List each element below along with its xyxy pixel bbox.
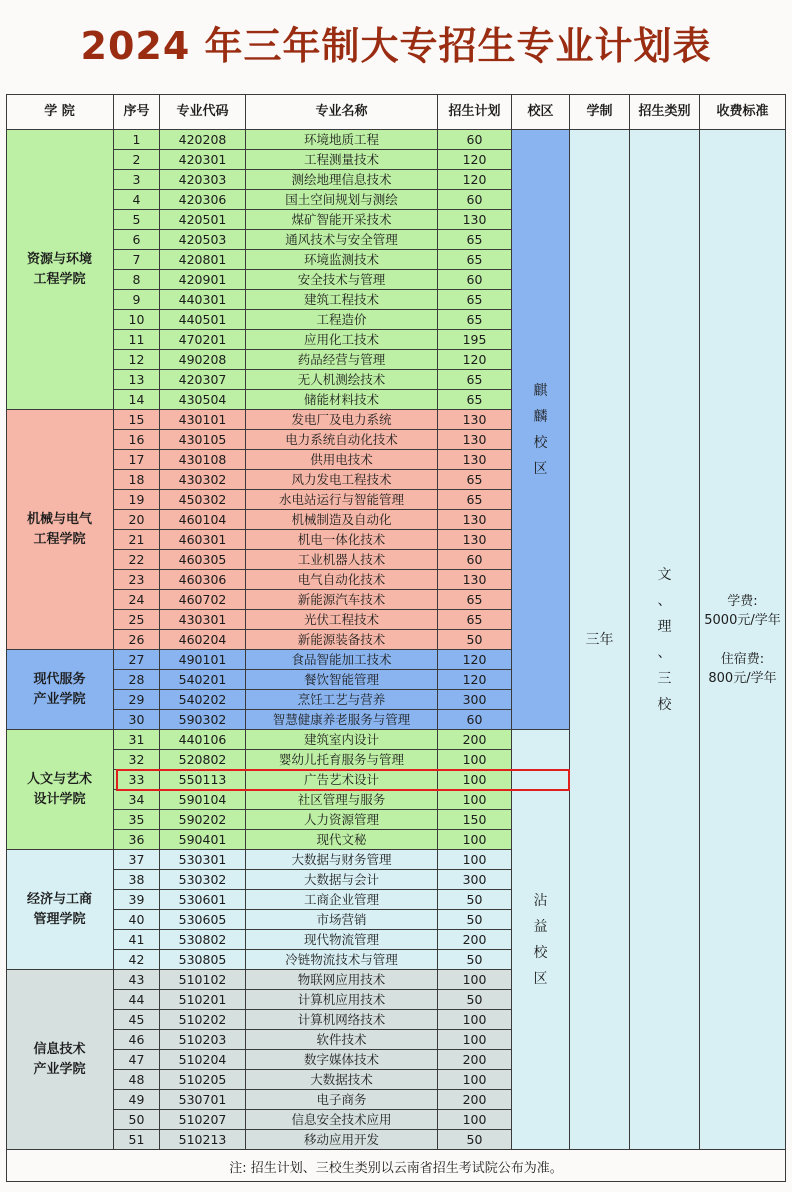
row-major: 药品经营与管理 <box>246 350 438 370</box>
row-index: 35 <box>114 810 160 830</box>
row-plan: 130 <box>438 570 512 590</box>
row-major: 机械制造及自动化 <box>246 510 438 530</box>
row-code: 530802 <box>160 930 246 950</box>
row-major: 人力资源管理 <box>246 810 438 830</box>
row-code: 430108 <box>160 450 246 470</box>
campus-name: 沾 益 校 区 <box>512 730 570 1150</box>
row-index: 33 <box>114 770 160 790</box>
row-code: 510201 <box>160 990 246 1010</box>
row-index: 29 <box>114 690 160 710</box>
row-plan: 120 <box>438 350 512 370</box>
row-code: 530301 <box>160 850 246 870</box>
row-plan: 50 <box>438 990 512 1010</box>
row-major: 食品智能加工技术 <box>246 650 438 670</box>
row-index: 38 <box>114 870 160 890</box>
row-major: 风力发电工程技术 <box>246 470 438 490</box>
header-fee: 收费标准 <box>700 94 786 130</box>
row-code: 510102 <box>160 970 246 990</box>
row-major: 环境地质工程 <box>246 130 438 150</box>
row-code: 520802 <box>160 750 246 770</box>
fee-tuition-value: 5000元/学年 <box>704 612 781 628</box>
row-code: 420301 <box>160 150 246 170</box>
row-code: 420306 <box>160 190 246 210</box>
row-plan: 60 <box>438 550 512 570</box>
row-major: 电力系统自动化技术 <box>246 430 438 450</box>
college-name: 人文与艺术 设计学院 <box>6 730 114 850</box>
header-plan: 招生计划 <box>438 94 512 130</box>
row-code: 460204 <box>160 630 246 650</box>
header-category: 招生类别 <box>630 94 700 130</box>
row-plan: 200 <box>438 730 512 750</box>
row-major: 安全技术与管理 <box>246 270 438 290</box>
row-code: 420801 <box>160 250 246 270</box>
row-major: 数字媒体技术 <box>246 1050 438 1070</box>
row-major: 新能源装备技术 <box>246 630 438 650</box>
row-major: 计算机应用技术 <box>246 990 438 1010</box>
row-code: 490208 <box>160 350 246 370</box>
row-index: 36 <box>114 830 160 850</box>
row-code: 510202 <box>160 1010 246 1030</box>
row-plan: 65 <box>438 590 512 610</box>
row-index: 21 <box>114 530 160 550</box>
row-index: 51 <box>114 1130 160 1150</box>
row-major: 大数据与会计 <box>246 870 438 890</box>
row-major: 机电一体化技术 <box>246 530 438 550</box>
row-index: 2 <box>114 150 160 170</box>
row-plan: 65 <box>438 290 512 310</box>
row-major: 现代物流管理 <box>246 930 438 950</box>
row-index: 32 <box>114 750 160 770</box>
row-major: 应用化工技术 <box>246 330 438 350</box>
row-code: 420503 <box>160 230 246 250</box>
row-index: 30 <box>114 710 160 730</box>
row-major: 环境监测技术 <box>246 250 438 270</box>
row-major: 烹饪工艺与营养 <box>246 690 438 710</box>
row-plan: 65 <box>438 390 512 410</box>
row-code: 440501 <box>160 310 246 330</box>
row-major: 现代文秘 <box>246 830 438 850</box>
row-major: 发电厂及电力系统 <box>246 410 438 430</box>
row-code: 450302 <box>160 490 246 510</box>
row-plan: 130 <box>438 410 512 430</box>
row-index: 42 <box>114 950 160 970</box>
row-code: 440106 <box>160 730 246 750</box>
row-index: 1 <box>114 130 160 150</box>
row-code: 530605 <box>160 910 246 930</box>
fee-tuition-label: 学费: <box>727 593 758 609</box>
row-major: 大数据技术 <box>246 1070 438 1090</box>
row-code: 490101 <box>160 650 246 670</box>
row-plan: 100 <box>438 1070 512 1090</box>
row-index: 34 <box>114 790 160 810</box>
row-code: 420901 <box>160 270 246 290</box>
row-plan: 50 <box>438 630 512 650</box>
row-major: 水电站运行与智能管理 <box>246 490 438 510</box>
duration-cell: 三年 <box>570 130 630 1150</box>
row-major: 婴幼儿托育服务与管理 <box>246 750 438 770</box>
row-code: 550113 <box>160 770 246 790</box>
row-plan: 130 <box>438 210 512 230</box>
row-index: 22 <box>114 550 160 570</box>
row-index: 13 <box>114 370 160 390</box>
row-major: 测绘地理信息技术 <box>246 170 438 190</box>
row-major: 工业机器人技术 <box>246 550 438 570</box>
row-plan: 100 <box>438 790 512 810</box>
row-major: 电气自动化技术 <box>246 570 438 590</box>
row-major: 煤矿智能开采技术 <box>246 210 438 230</box>
row-code: 460702 <box>160 590 246 610</box>
row-index: 15 <box>114 410 160 430</box>
row-plan: 50 <box>438 890 512 910</box>
row-code: 460301 <box>160 530 246 550</box>
row-major: 冷链物流技术与管理 <box>246 950 438 970</box>
row-index: 26 <box>114 630 160 650</box>
row-plan: 60 <box>438 190 512 210</box>
row-plan: 195 <box>438 330 512 350</box>
row-code: 430101 <box>160 410 246 430</box>
row-plan: 120 <box>438 650 512 670</box>
row-plan: 65 <box>438 310 512 330</box>
row-code: 430302 <box>160 470 246 490</box>
row-code: 510204 <box>160 1050 246 1070</box>
row-plan: 130 <box>438 450 512 470</box>
row-major: 建筑工程技术 <box>246 290 438 310</box>
row-plan: 60 <box>438 130 512 150</box>
row-index: 19 <box>114 490 160 510</box>
row-major: 智慧健康养老服务与管理 <box>246 710 438 730</box>
row-plan: 300 <box>438 690 512 710</box>
row-major: 广告艺术设计 <box>246 770 438 790</box>
row-plan: 200 <box>438 930 512 950</box>
row-code: 440301 <box>160 290 246 310</box>
row-code: 510207 <box>160 1110 246 1130</box>
row-major: 国土空间规划与测绘 <box>246 190 438 210</box>
row-plan: 100 <box>438 1110 512 1130</box>
row-plan: 50 <box>438 1130 512 1150</box>
row-major: 社区管理与服务 <box>246 790 438 810</box>
row-code: 420307 <box>160 370 246 390</box>
row-index: 6 <box>114 230 160 250</box>
row-plan: 60 <box>438 710 512 730</box>
row-major: 工程造价 <box>246 310 438 330</box>
row-index: 25 <box>114 610 160 630</box>
row-code: 420208 <box>160 130 246 150</box>
row-plan: 100 <box>438 1010 512 1030</box>
row-major: 餐饮智能管理 <box>246 670 438 690</box>
row-code: 510203 <box>160 1030 246 1050</box>
row-code: 430504 <box>160 390 246 410</box>
row-plan: 150 <box>438 810 512 830</box>
row-index: 27 <box>114 650 160 670</box>
row-index: 8 <box>114 270 160 290</box>
row-index: 45 <box>114 1010 160 1030</box>
row-code: 530805 <box>160 950 246 970</box>
row-index: 17 <box>114 450 160 470</box>
row-major: 储能材料技术 <box>246 390 438 410</box>
header-college: 学 院 <box>6 94 114 130</box>
row-index: 16 <box>114 430 160 450</box>
row-major: 供用电技术 <box>246 450 438 470</box>
row-index: 20 <box>114 510 160 530</box>
row-major: 光伏工程技术 <box>246 610 438 630</box>
row-index: 7 <box>114 250 160 270</box>
row-major: 新能源汽车技术 <box>246 590 438 610</box>
row-major: 电子商务 <box>246 1090 438 1110</box>
row-index: 31 <box>114 730 160 750</box>
header-duration: 学制 <box>570 94 630 130</box>
row-plan: 65 <box>438 610 512 630</box>
row-index: 39 <box>114 890 160 910</box>
college-name: 经济与工商 管理学院 <box>6 850 114 970</box>
row-plan: 200 <box>438 1090 512 1110</box>
fee-cell <box>700 130 786 1150</box>
row-major: 软件技术 <box>246 1030 438 1050</box>
row-code: 460104 <box>160 510 246 530</box>
row-plan: 130 <box>438 530 512 550</box>
row-major: 建筑室内设计 <box>246 730 438 750</box>
row-plan: 120 <box>438 150 512 170</box>
row-index: 44 <box>114 990 160 1010</box>
row-plan: 120 <box>438 670 512 690</box>
row-code: 460306 <box>160 570 246 590</box>
fee-lodging-value: 800元/学年 <box>708 670 777 686</box>
row-index: 12 <box>114 350 160 370</box>
row-major: 大数据与财务管理 <box>246 850 438 870</box>
row-index: 37 <box>114 850 160 870</box>
row-code: 430301 <box>160 610 246 630</box>
row-plan: 65 <box>438 250 512 270</box>
row-plan: 65 <box>438 370 512 390</box>
row-index: 46 <box>114 1030 160 1050</box>
row-index: 50 <box>114 1110 160 1130</box>
row-index: 49 <box>114 1090 160 1110</box>
enrollment-plan-table <box>6 94 786 1182</box>
row-code: 530701 <box>160 1090 246 1110</box>
category-cell: 文 、 理 、 三 校 <box>630 130 700 1150</box>
row-index: 48 <box>114 1070 160 1090</box>
row-major: 物联网应用技术 <box>246 970 438 990</box>
header-index: 序号 <box>114 94 160 130</box>
row-plan: 200 <box>438 1050 512 1070</box>
row-plan: 50 <box>438 910 512 930</box>
row-code: 420501 <box>160 210 246 230</box>
row-major: 移动应用开发 <box>246 1130 438 1150</box>
row-plan: 120 <box>438 170 512 190</box>
row-index: 47 <box>114 1050 160 1070</box>
college-name: 资源与环境 工程学院 <box>6 130 114 410</box>
row-code: 430105 <box>160 430 246 450</box>
header-campus: 校区 <box>512 94 570 130</box>
row-plan: 100 <box>438 850 512 870</box>
row-code: 590202 <box>160 810 246 830</box>
row-code: 530601 <box>160 890 246 910</box>
row-plan: 60 <box>438 270 512 290</box>
row-code: 590401 <box>160 830 246 850</box>
row-plan: 100 <box>438 830 512 850</box>
college-name: 机械与电气 工程学院 <box>6 410 114 650</box>
row-index: 28 <box>114 670 160 690</box>
row-code: 460305 <box>160 550 246 570</box>
header-code: 专业代码 <box>160 94 246 130</box>
row-major: 市场营销 <box>246 910 438 930</box>
row-code: 530302 <box>160 870 246 890</box>
campus-name: 麒 麟 校 区 <box>512 130 570 730</box>
row-code: 590104 <box>160 790 246 810</box>
header-major: 专业名称 <box>246 94 438 130</box>
row-index: 5 <box>114 210 160 230</box>
row-index: 3 <box>114 170 160 190</box>
row-code: 540202 <box>160 690 246 710</box>
row-index: 11 <box>114 330 160 350</box>
row-code: 420303 <box>160 170 246 190</box>
row-index: 23 <box>114 570 160 590</box>
row-index: 24 <box>114 590 160 610</box>
row-code: 470201 <box>160 330 246 350</box>
row-plan: 300 <box>438 870 512 890</box>
row-index: 40 <box>114 910 160 930</box>
row-plan: 100 <box>438 750 512 770</box>
row-code: 540201 <box>160 670 246 690</box>
row-code: 590302 <box>160 710 246 730</box>
row-plan: 65 <box>438 490 512 510</box>
row-index: 10 <box>114 310 160 330</box>
row-major: 计算机网络技术 <box>246 1010 438 1030</box>
fee-lodging-label: 住宿费: <box>720 651 765 667</box>
row-plan: 130 <box>438 510 512 530</box>
college-name: 现代服务 产业学院 <box>6 650 114 730</box>
row-code: 510213 <box>160 1130 246 1150</box>
row-index: 9 <box>114 290 160 310</box>
row-plan: 65 <box>438 230 512 250</box>
row-index: 18 <box>114 470 160 490</box>
row-index: 43 <box>114 970 160 990</box>
row-plan: 100 <box>438 970 512 990</box>
footnote: 注: 招生计划、三校生类别以云南省招生考试院公布为准。 <box>229 1160 563 1176</box>
row-index: 14 <box>114 390 160 410</box>
row-index: 41 <box>114 930 160 950</box>
row-major: 通风技术与安全管理 <box>246 230 438 250</box>
row-major: 工程测量技术 <box>246 150 438 170</box>
row-plan: 100 <box>438 1030 512 1050</box>
row-major: 信息安全技术应用 <box>246 1110 438 1130</box>
row-code: 510205 <box>160 1070 246 1090</box>
row-plan: 130 <box>438 430 512 450</box>
row-major: 无人机测绘技术 <box>246 370 438 390</box>
college-name: 信息技术 产业学院 <box>6 970 114 1150</box>
row-plan: 65 <box>438 470 512 490</box>
page-title: 2024 年三年制大专招生专业计划表 <box>80 23 712 68</box>
row-plan: 100 <box>438 770 512 790</box>
row-plan: 50 <box>438 950 512 970</box>
row-major: 工商企业管理 <box>246 890 438 910</box>
row-index: 4 <box>114 190 160 210</box>
